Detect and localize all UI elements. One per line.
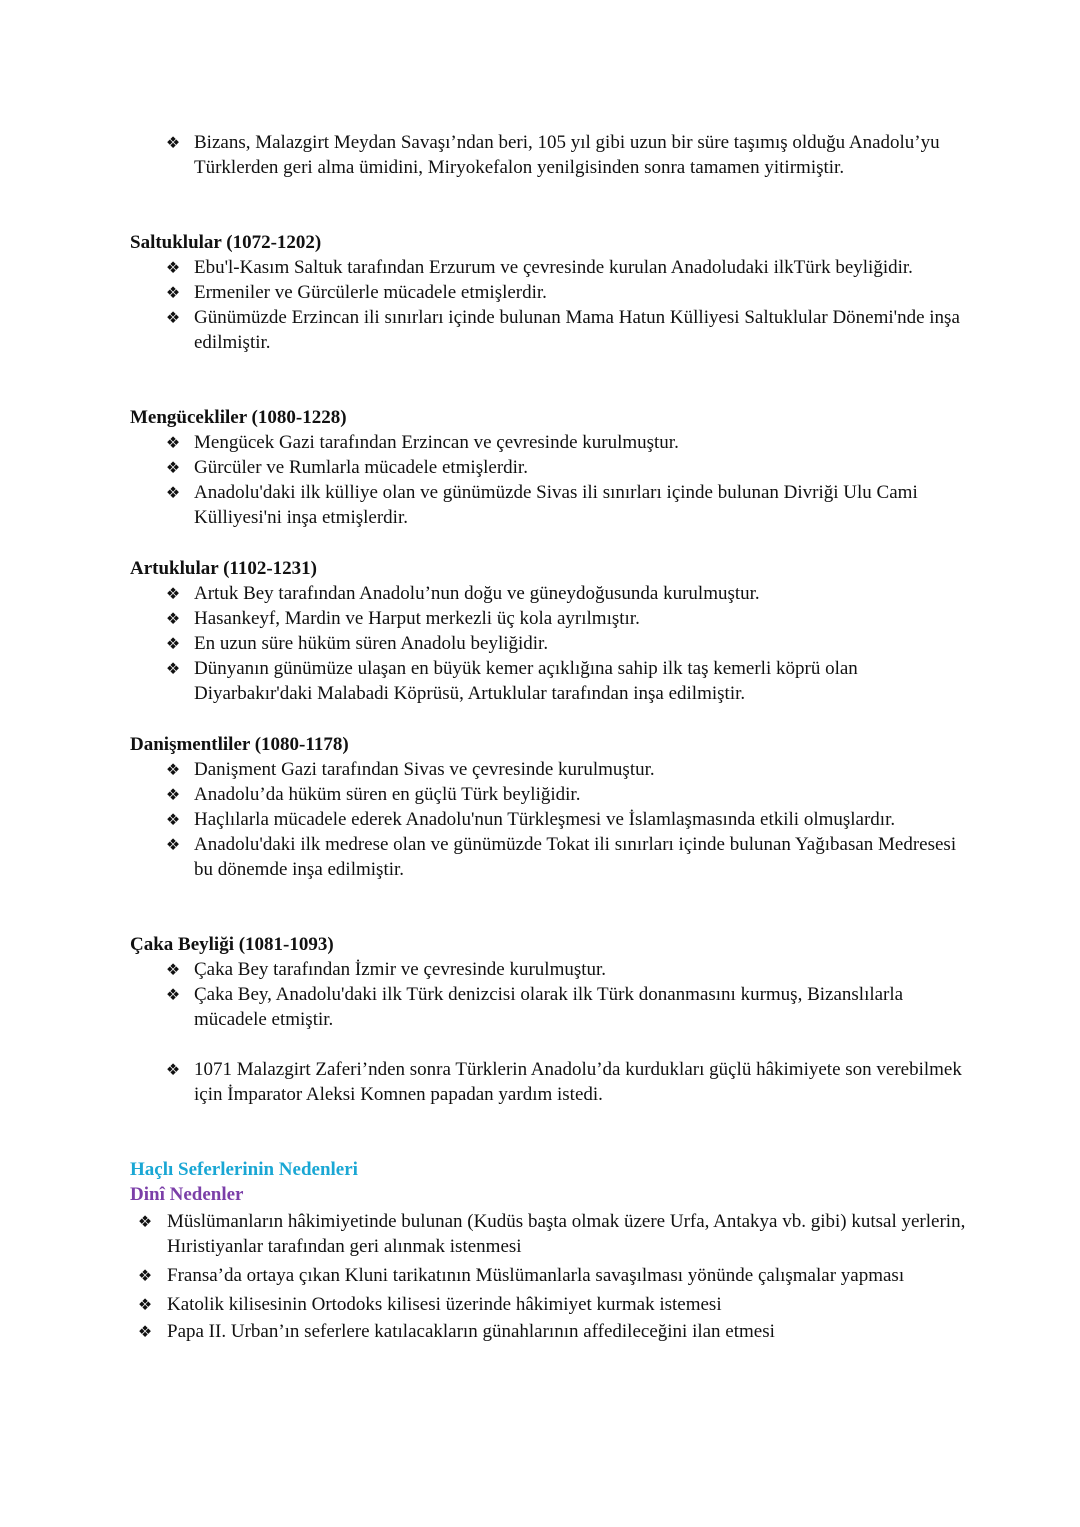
list-item: ❖ Anadolu'daki ilk külliye olan ve günümüzde Sivas ili sınırları içinde bulunan Divriği Ulu Cami Külliyesi'ni inşa etmişlerdir. <box>0 480 964 530</box>
list-item: ❖ Papa II. Urban’ın seferlere katılacakların günahlarının affedileceğini ilan etmesi <box>0 1319 967 1344</box>
list-item: ❖ Bizans, Malazgirt Meydan Savaşı’ndan beri, 105 yıl gibi uzun bir süre taşımış olduğu Anadolu’yu Türklerden geri alma ümidini, Miryokefalon yenilgisinden sonra tamamen yitirmiştir. <box>0 130 964 180</box>
diamond-bullet-icon: ❖ <box>165 760 181 779</box>
diamond-bullet-icon: ❖ <box>165 458 181 477</box>
list-item: ❖ Fransa’da ortaya çıkan Kluni tarikatının Müslümanlarla savaşılması yönünde çalışmalar yapması <box>0 1263 967 1288</box>
list-item: ❖ Dünyanın günümüze ulaşan en büyük kemer açıklığına sahip ilk taş kemerli köprü olan Diyarbakır'daki Malabadi Köprüsü, Artuklular tarafından inşa edilmiştir. <box>0 656 964 706</box>
diamond-bullet-icon: ❖ <box>165 483 181 502</box>
artuklular-list <box>0 581 1080 706</box>
diamond-bullet-icon: ❖ <box>165 634 181 653</box>
section-title-caka-beyligi: Çaka Beyliği (1081-1093) <box>130 934 334 955</box>
diamond-bullet-icon: ❖ <box>137 1212 153 1231</box>
section-title-danismentliler: Danişmentliler (1080-1178) <box>130 734 349 755</box>
list-item: ❖ Anadolu'daki ilk medrese olan ve günümüzde Tokat ili sınırları içinde bulunan Yağıbasan Medresesi bu dönemde inşa edilmiştir. <box>0 832 964 882</box>
section-title-hacli-seferleri: Haçlı Seferlerinin Nedenleri <box>130 1159 358 1180</box>
diamond-bullet-icon: ❖ <box>165 584 181 603</box>
diamond-bullet-icon: ❖ <box>165 835 181 854</box>
list-item: ❖ Çaka Bey, Anadolu'daki ilk Türk denizcisi olarak ilk Türk donanmasını kurmuş, Bizanslılarla mücadele etmiştir. <box>0 982 964 1032</box>
section-title-artuklular: Artuklular (1102-1231) <box>130 558 318 579</box>
list-item: ❖ Çaka Bey tarafından İzmir ve çevresinde kurulmuştur. <box>0 957 964 982</box>
list-item: ❖ En uzun süre hüküm süren Anadolu beyliğidir. <box>0 631 964 656</box>
section-title-mengucekliler: Mengücekliler (1080-1228) <box>130 407 347 428</box>
list-item: ❖ Katolik kilisesinin Ortodoks kilisesi üzerinde hâkimiyet kurmak istemesi <box>0 1292 967 1317</box>
diamond-bullet-icon: ❖ <box>165 433 181 452</box>
diamond-bullet-icon: ❖ <box>165 659 181 678</box>
list-item: ❖ Ermeniler ve Gürcülerle mücadele etmişlerdir. <box>0 280 964 305</box>
list-item: ❖ Hasankeyf, Mardin ve Harput merkezli üç kola ayrılmıştır. <box>0 606 964 631</box>
diamond-bullet-icon: ❖ <box>137 1322 153 1341</box>
intro-list <box>0 130 1080 180</box>
danismentliler-list <box>0 757 1080 882</box>
list-item: ❖ 1071 Malazgirt Zaferi’nden sonra Türklerin Anadolu’da kurdukları güçlü hâkimiyete son verebilmek için İmparator Aleksi Komnen papadan yardım istedi. <box>0 1057 964 1107</box>
diamond-bullet-icon: ❖ <box>165 308 181 327</box>
list-item: ❖ Danişment Gazi tarafından Sivas ve çevresinde kurulmuştur. <box>0 757 964 782</box>
mengucekliler-list <box>0 430 1080 530</box>
list-item: ❖ Gürcüler ve Rumlarla mücadele etmişlerdir. <box>0 455 964 480</box>
diamond-bullet-icon: ❖ <box>165 609 181 628</box>
list-item: ❖ Anadolu’da hüküm süren en güçlü Türk beyliğidir. <box>0 782 964 807</box>
diamond-bullet-icon: ❖ <box>165 810 181 829</box>
list-item: ❖ Ebu'l-Kasım Saltuk tarafından Erzurum ve çevresinde kurulan Anadoludaki ilkTürk beyliğidir. <box>0 255 964 280</box>
list-item: ❖ Mengücek Gazi tarafından Erzincan ve çevresinde kurulmuştur. <box>0 430 964 455</box>
diamond-bullet-icon: ❖ <box>137 1266 153 1285</box>
list-item: ❖ Artuk Bey tarafından Anadolu’nun doğu ve güneydoğusunda kurulmuştur. <box>0 581 964 606</box>
dini-nedenler-list <box>0 1209 1080 1344</box>
diamond-bullet-icon: ❖ <box>165 258 181 277</box>
list-item: ❖ Müslümanların hâkimiyetinde bulunan (Kudüs başta olmak üzere Urfa, Antakya vb. gibi) kutsal yerlerin, Hıristiyanlar tarafından geri alınmak istenmesi <box>0 1209 967 1259</box>
diamond-bullet-icon: ❖ <box>165 785 181 804</box>
subsection-title-dini-nedenler: Dinî Nedenler <box>130 1184 244 1205</box>
diamond-bullet-icon: ❖ <box>165 985 181 1004</box>
saltuklular-list <box>0 255 1080 355</box>
list-item: ❖ Günümüzde Erzincan ili sınırları içinde bulunan Mama Hatun Külliyesi Saltuklular Dönemi'nde inşa edilmiştir. <box>0 305 964 355</box>
caka-list <box>0 957 1080 1032</box>
list-item: ❖ Haçlılarla mücadele ederek Anadolu'nun Türkleşmesi ve İslamlaşmasında etkili olmuşlardır. <box>0 807 964 832</box>
section-title-saltuklular: Saltuklular (1072-1202) <box>130 232 322 253</box>
diamond-bullet-icon: ❖ <box>165 283 181 302</box>
diamond-bullet-icon: ❖ <box>165 133 181 152</box>
malazgirt-note-list <box>0 1057 1080 1107</box>
diamond-bullet-icon: ❖ <box>137 1295 153 1314</box>
diamond-bullet-icon: ❖ <box>165 960 181 979</box>
diamond-bullet-icon: ❖ <box>165 1060 181 1079</box>
